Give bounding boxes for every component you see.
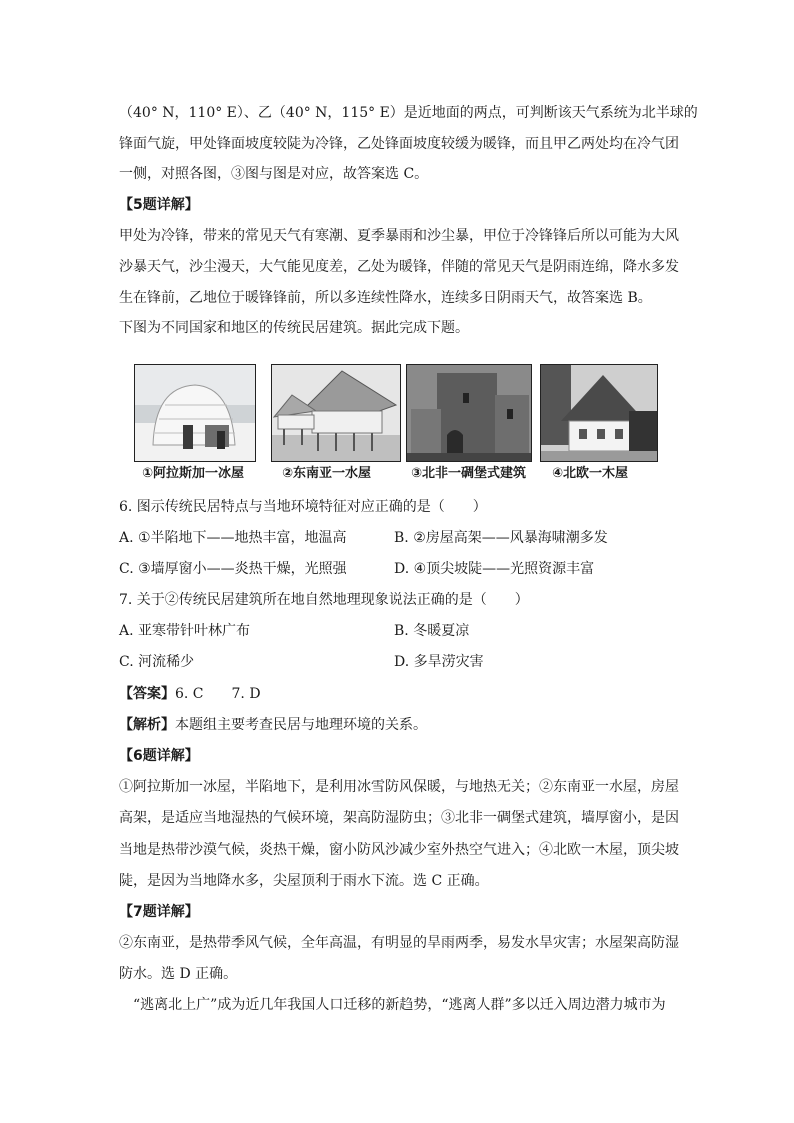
q6-option-c: C. ③墙厚窗小——炎热干燥，光照强 [119,561,347,577]
section-intro: 下图为不同国家和地区的传统民居建筑。据此完成下题。 [119,320,469,336]
wooden-house-photo [540,364,658,462]
analysis-line [119,715,427,735]
q5-heading: 【5题详解】 [119,197,199,213]
paragraph-line: 高架，是适应当地湿热的气候环境，架高防湿防虫；③北非一碉堡式建筑，墙厚窗小，是因 [119,810,679,826]
paragraph-line: 一侧，对照各图，③图与图是对应，故答案选 C。 [119,166,429,182]
answer-text: 6. C 7. D [175,686,261,702]
question-7-stem: 7. 关于②传统民居建筑所在地自然地理现象说法正确的是（ ） [119,592,529,608]
question-6-stem: 6. 图示传统民居特点与当地环境特征对应正确的是（ ） [119,499,487,515]
paragraph-line: 锋面气旋，甲处锋面坡度较陡为冷锋，乙处锋面坡度较缓为暖锋，而且甲乙两处均在冷气团 [119,136,679,152]
photo-caption: ④北欧一木屋 [552,466,629,481]
paragraph-line: 当地是热带沙漠气候，炎热干燥，窗小防风沙减少室外热空气进入；④北欧一木屋，顶尖坡 [119,842,679,858]
paragraph-line: 生在锋前，乙地位于暖锋锋前，所以多连续性降水，连续多日阴雨天气，故答案选 B。 [119,290,652,306]
paragraph-line: ①阿拉斯加一冰屋，半陷地下，是利用冰雪防风保暖，与地热无关；②东南亚一水屋，房屋 [119,779,679,795]
q7-option-d: D. 多旱涝灾害 [394,654,484,670]
photo-caption: ③北非一碉堡式建筑 [411,466,527,481]
answer-label: 【答案】 [119,686,175,702]
paragraph-line: （40° N，110° E）、乙（40° N，115° E）是近地面的两点，可判断该天气系统为北半球的 [119,105,698,121]
q6-option-a: A. ①半陷地下——地热丰富，地温高 [119,530,347,546]
q6-detail-heading: 【6题详解】 [119,748,199,764]
answer-line [119,684,261,704]
q7-detail-heading: 【7题详解】 [119,904,199,920]
q7-option-c: C. 河流稀少 [119,654,195,670]
analysis-text: 本题组主要考查民居与地理环境的关系。 [175,717,427,733]
photo-caption: ①阿拉斯加一冰屋 [142,466,245,481]
analysis-label: 【解析】 [119,717,175,733]
q7-option-a: A. 亚寒带针叶林广布 [119,623,251,639]
paragraph-line: 陡，是因为当地降水多，尖屋顶利于雨水下流。选 C 正确。 [119,873,489,889]
stilt-house-photo [271,364,401,462]
paragraph-line: 沙暴天气，沙尘漫天，大气能见度差，乙处为暖锋，伴随的常见天气是阴雨连绵，降水多发 [119,259,679,275]
paragraph-line: 甲处为冷锋，带来的常见天气有寒潮、夏季暴雨和沙尘暴，甲位于冷锋锋后所以可能为大风 [119,228,679,244]
fortress-photo [406,364,532,462]
q7-option-b: B. 冬暖夏凉 [394,623,470,639]
paragraph-line: 防水。选 D 正确。 [119,966,238,982]
q6-option-d: D. ④顶尖坡陡——光照资源丰富 [394,561,595,577]
paragraph-line: ②东南亚，是热带季风气候，全年高温，有明显的旱雨两季，易发水旱灾害；水屋架高防湿 [119,935,679,951]
igloo-photo [134,364,256,462]
q6-option-b: B. ②房屋高架——风暴海啸潮多发 [394,530,608,546]
photo-caption: ②东南亚一水屋 [282,466,372,481]
paragraph-line: “逃离北上广”成为近几年我国人口迁移的新趋势，“逃离人群”多以迁入周边潜力城市为 [133,997,666,1013]
